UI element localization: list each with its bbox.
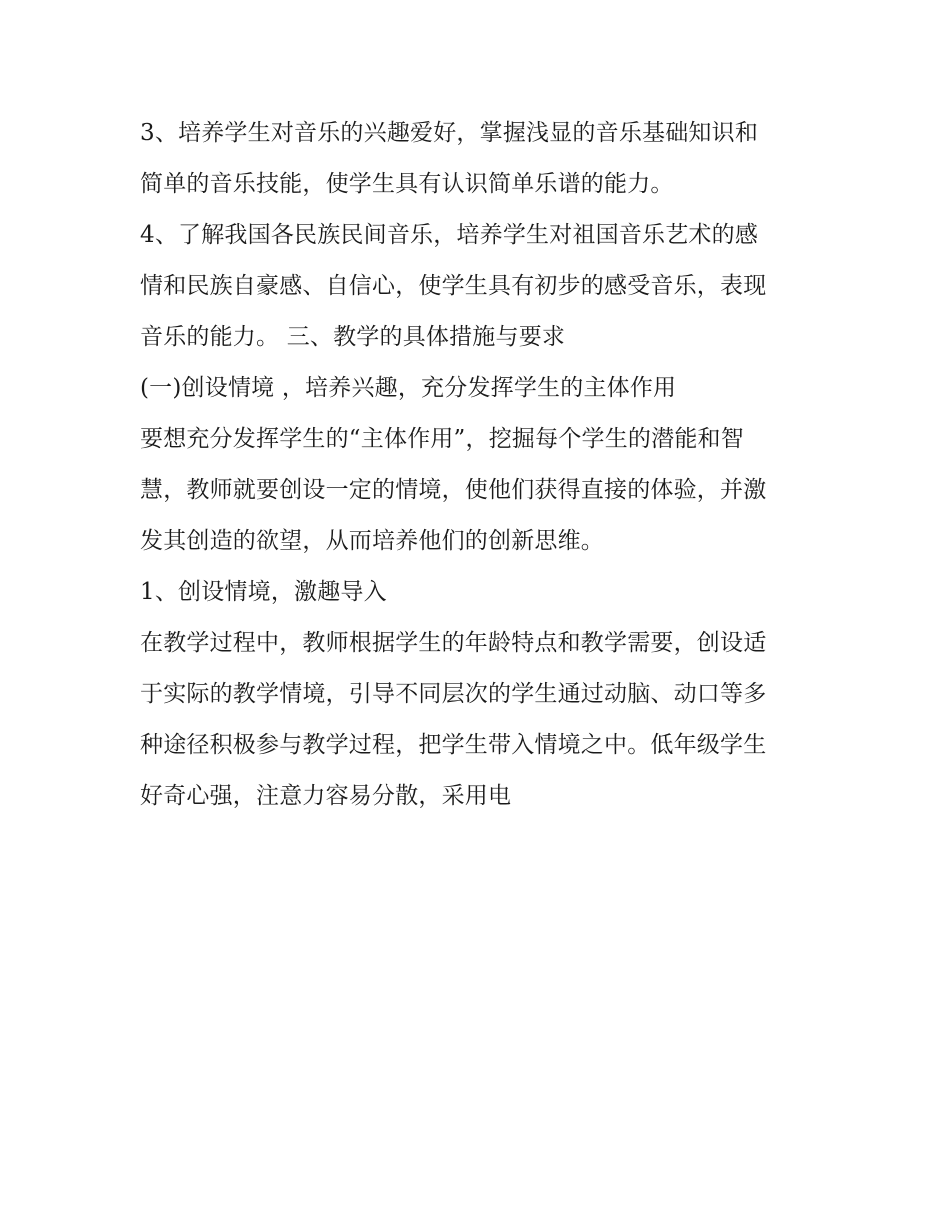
- text-line: 情和民族自豪感、自信心，使学生具有初步的感受音乐，表现: [140, 273, 767, 299]
- document-body: [140, 108, 820, 822]
- text-line: 于实际的教学情境，引导不同层次的学生通过动脑、动口等多: [140, 681, 767, 707]
- text-line: 4、了解我国各民族民间音乐，培养学生对祖国音乐艺术的感: [140, 222, 759, 248]
- text-line: 3、培养学生对音乐的兴趣爱好，掌握浅显的音乐基础知识和: [140, 120, 759, 146]
- text-line: 要想充分发挥学生的“主体作用”，挖掘每个学生的潜能和智: [140, 426, 744, 452]
- text-line: 在教学过程中，教师根据学生的年龄特点和教学需要，创设适: [140, 630, 767, 656]
- text-line: 好奇心强，注意力容易分散，采用电: [140, 783, 512, 809]
- subsection-heading: 1、创设情境，激趣导入: [140, 579, 387, 605]
- text-line: 发其创造的欲望，从而培养他们的创新思维。: [140, 528, 604, 554]
- text-line: 音乐的能力。 三、教学的具体措施与要求: [140, 324, 566, 350]
- text-line: 种途径积极参与教学过程，把学生带入情境之中。低年级学生: [140, 732, 767, 758]
- text-line: 简单的音乐技能，使学生具有认识简单乐谱的能力。: [140, 171, 674, 197]
- section-heading: (一)创设情境 ，培养兴趣，充分发挥学生的主体作用: [140, 375, 677, 401]
- text-line: 慧，教师就要创设一定的情境，使他们获得直接的体验，并激: [140, 477, 767, 503]
